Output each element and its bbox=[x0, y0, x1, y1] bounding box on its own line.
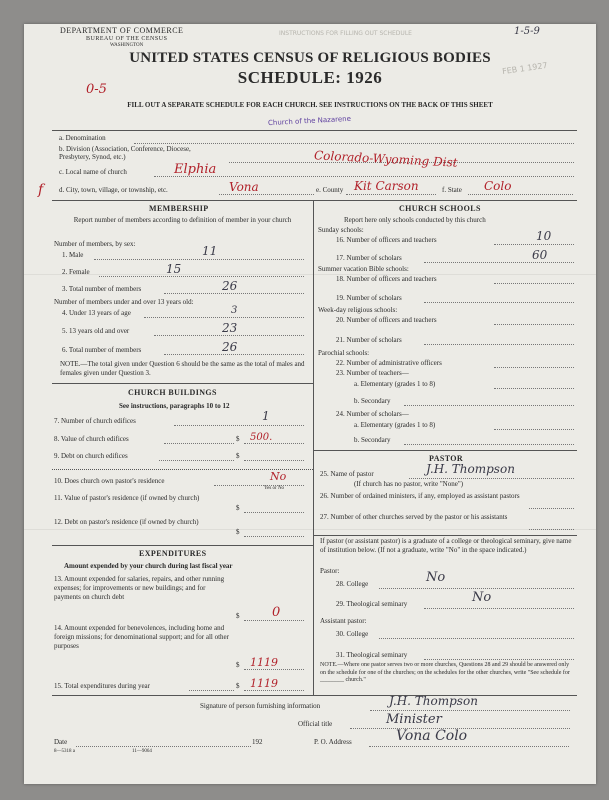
q28-value: No bbox=[426, 570, 446, 585]
county-value: Kit Carson bbox=[354, 179, 419, 193]
q1-label: 1. Male bbox=[62, 251, 84, 259]
top-rule bbox=[52, 130, 577, 131]
q15-line bbox=[244, 690, 304, 691]
q10-value: No bbox=[270, 470, 287, 483]
top-right-handwritten: 1-5-9 bbox=[514, 26, 540, 37]
pastor-note: NOTE.—Where one pastor serves two or more churches, Questions 28 and 29 should be answered only on the schedule for one of the churches; on the schedules for the other churches, write "See schedule for ________ church." bbox=[320, 662, 570, 683]
q25-line bbox=[409, 478, 574, 479]
grid-rule bbox=[52, 695, 577, 696]
q27-line bbox=[529, 529, 574, 530]
fold-line bbox=[24, 274, 596, 275]
q1-value: 11 bbox=[202, 244, 218, 258]
q31-label: 31. Theological seminary bbox=[336, 651, 408, 659]
department-name: DEPARTMENT OF COMMERCE bbox=[60, 26, 184, 35]
q23a-line bbox=[494, 388, 574, 389]
column-divider bbox=[313, 200, 314, 695]
q7-line bbox=[174, 425, 304, 426]
city-value: Vona bbox=[229, 180, 259, 194]
q8-value: 500. bbox=[250, 432, 273, 443]
schools-sub: Report here only schools conducted by this church bbox=[344, 216, 486, 224]
q30-label: 30. College bbox=[336, 630, 369, 638]
margin-mark: f bbox=[38, 182, 44, 198]
expenditures-sub: Amount expended by your church during last fiscal year bbox=[64, 562, 233, 570]
grid-rule bbox=[313, 535, 577, 536]
q27-label: 27. Number of other churches served by the pastor or his assistants bbox=[320, 513, 508, 521]
membership-title: MEMBERSHIP bbox=[149, 204, 209, 213]
dollar-sign: $ bbox=[236, 682, 240, 690]
q16-line bbox=[494, 244, 574, 245]
q4-line bbox=[144, 317, 304, 318]
q7-value: 1 bbox=[262, 409, 270, 423]
q20-label: 20. Number of officers and teachers bbox=[336, 316, 437, 324]
q4-value: 3 bbox=[231, 305, 238, 316]
q3-label: 3. Total number of members bbox=[62, 285, 142, 293]
q6-label: 6. Total number of members bbox=[62, 346, 142, 354]
year-label: 192 bbox=[252, 738, 263, 746]
q8-line bbox=[244, 443, 304, 444]
address-line bbox=[369, 746, 569, 747]
signature-value: J.H. Thompson bbox=[389, 694, 478, 708]
fold-line bbox=[24, 529, 596, 530]
q24b-line bbox=[404, 444, 574, 445]
q19-label: 19. Number of scholars bbox=[336, 294, 402, 302]
q6-value: 26 bbox=[222, 340, 238, 354]
q3-value: 26 bbox=[222, 279, 238, 293]
q25-hint: (If church has no pastor, write "None") bbox=[354, 480, 464, 488]
state-value: Colo bbox=[484, 179, 512, 193]
q21-line bbox=[424, 344, 574, 345]
q10-label: 10. Does church own pastor's residence bbox=[54, 477, 165, 485]
q23b-label: b. Secondary bbox=[354, 397, 391, 405]
form-subtitle: SCHEDULE: 1926 bbox=[237, 68, 383, 87]
membership-note: NOTE.—The total given under Question 6 should be the same as the total of males and females given under Question 3. bbox=[60, 360, 305, 377]
q14-value: 1119 bbox=[250, 656, 278, 669]
county-label: e. County bbox=[316, 186, 344, 194]
q26-label: 26. Number of ordained ministers, if any, employed as assistant pastors bbox=[320, 492, 520, 500]
q11-line bbox=[244, 512, 304, 513]
q25-value: J.H. Thompson bbox=[426, 462, 515, 476]
q15-label: 15. Total expenditures during year bbox=[54, 682, 150, 690]
q24b-label: b. Secondary bbox=[354, 436, 391, 444]
city-label: d. City, town, village, or township, etc. bbox=[59, 186, 168, 194]
q31-line bbox=[424, 659, 574, 660]
q13-label: 13. Amount expended for salaries, repairs, and other running expenses; for improvements or new buildings; and for payments on church debt bbox=[54, 575, 225, 601]
state-line bbox=[468, 194, 573, 195]
q29-line bbox=[424, 608, 574, 609]
q9-line bbox=[244, 460, 304, 461]
q23a-label: a. Elementary (grades 1 to 8) bbox=[354, 380, 436, 388]
local-name-label: c. Local name of church bbox=[59, 168, 127, 176]
q22-line bbox=[494, 367, 574, 368]
q26-line bbox=[529, 508, 574, 509]
college-intro: If pastor (or assistant pastor) is a graduate of a college or theological seminary, give name of institution below. (If not a graduate, write "No" in the space indicated.) bbox=[320, 537, 572, 554]
q5-label: 5. 13 years old and over bbox=[62, 327, 130, 335]
q13-line bbox=[244, 620, 304, 621]
q29-value: No bbox=[472, 590, 492, 605]
instruction-line: FILL OUT A SEPARATE SCHEDULE FOR EACH CHURCH. SEE INSTRUCTIONS ON THE BACK OF THIS SHEET bbox=[127, 101, 493, 109]
pastor-title: PASTOR bbox=[429, 454, 464, 463]
q17-label: 17. Number of scholars bbox=[336, 254, 402, 262]
dollar-sign: $ bbox=[236, 435, 240, 443]
q7-label: 7. Number of church edifices bbox=[54, 417, 136, 425]
form-title: UNITED STATES CENSUS OF RELIGIOUS BODIES bbox=[129, 50, 491, 66]
q10-hint: Yes or No bbox=[264, 486, 285, 491]
address-label: P. O. Address bbox=[314, 738, 352, 746]
buildings-sub: See instructions, paragraphs 10 to 12 bbox=[119, 402, 230, 410]
q17-line bbox=[424, 262, 574, 263]
schools-title: CHURCH SCHOOLS bbox=[399, 204, 481, 213]
faint-stamp-text: INSTRUCTIONS FOR FILLING OUT SCHEDULE bbox=[279, 30, 412, 37]
by-sex-label: Number of members, by sex: bbox=[54, 240, 136, 248]
dollar-sign: $ bbox=[236, 528, 240, 536]
state-label: f. State bbox=[442, 186, 462, 194]
official-title-label: Official title bbox=[298, 720, 333, 728]
dollar-sign: $ bbox=[236, 504, 240, 512]
grid-rule bbox=[52, 545, 313, 546]
q10-line bbox=[214, 485, 304, 486]
q2-value: 15 bbox=[166, 262, 182, 276]
dollar-sign: $ bbox=[236, 452, 240, 460]
q25-label: 25. Name of pastor bbox=[320, 470, 374, 478]
expenditures-title: EXPENDITURES bbox=[139, 549, 207, 558]
q24a-line bbox=[494, 429, 574, 430]
address-value: Vona Colo bbox=[396, 728, 468, 744]
q18-label: 18. Number of officers and teachers bbox=[336, 275, 437, 283]
bureau-name: BUREAU OF THE CENSUS bbox=[86, 36, 168, 42]
membership-intro: Report number of members according to definition of member in your church bbox=[73, 216, 292, 224]
grid-rule bbox=[313, 450, 577, 451]
county-line bbox=[346, 194, 436, 195]
date-label: Date bbox=[54, 738, 68, 746]
signature-label: Signature of person furnishing information bbox=[200, 702, 321, 710]
pastor-label: Pastor: bbox=[320, 567, 340, 575]
handwritten-code: 0-5 bbox=[86, 82, 107, 97]
local-name-value: Elphia bbox=[174, 162, 217, 177]
q28-label: 28. College bbox=[336, 580, 369, 588]
division-label: b. Division (Association, Conference, Diocese, Presbytery, Synod, etc.) bbox=[59, 145, 191, 161]
city-name: WASHINGTON bbox=[110, 43, 144, 48]
q5-line bbox=[154, 335, 304, 336]
q16-label: 16. Number of officers and teachers bbox=[336, 236, 437, 244]
denomination-label: a. Denomination bbox=[59, 134, 106, 142]
q20-line bbox=[494, 324, 574, 325]
q24a-label: a. Elementary (grades 1 to 8) bbox=[354, 421, 436, 429]
q4-label: 4. Under 13 years of age bbox=[62, 309, 131, 317]
grid-rule bbox=[52, 383, 313, 384]
q29-label: 29. Theological seminary bbox=[336, 600, 408, 608]
q13-value: 0 bbox=[272, 605, 281, 620]
signature-line bbox=[370, 710, 570, 711]
q15-leader bbox=[189, 690, 234, 691]
q21-label: 21. Number of scholars bbox=[336, 336, 402, 344]
q30-line bbox=[379, 638, 574, 639]
print-number: 11—9064 bbox=[132, 749, 152, 754]
denomination-stamp: Church of the Nazarene bbox=[267, 114, 352, 128]
q5-value: 23 bbox=[222, 321, 238, 335]
q22-label: 22. Number of administrative officers bbox=[336, 359, 442, 367]
q12-label: 12. Debt on pastor's residence (if owned by church) bbox=[54, 518, 199, 526]
q28-line bbox=[379, 588, 574, 589]
buildings-title: CHURCH BUILDINGS bbox=[128, 388, 217, 397]
q18-line bbox=[494, 283, 574, 284]
q19-line bbox=[424, 302, 574, 303]
q11-label: 11. Value of pastor's residence (if owned by church) bbox=[54, 494, 200, 502]
q2-line bbox=[99, 276, 304, 277]
dollar-sign: $ bbox=[236, 612, 240, 620]
q14-label: 14. Amount expended for benevolences, including home and foreign missions; for denominational support; and for all other purposes bbox=[54, 624, 229, 650]
q16-value: 10 bbox=[536, 229, 552, 243]
q9-label: 9. Debt on church edifices bbox=[54, 452, 128, 460]
weekday-label: Week-day religious schools: bbox=[318, 306, 398, 314]
q24-label: 24. Number of scholars— bbox=[336, 410, 409, 418]
official-title-value: Minister bbox=[386, 712, 442, 727]
q9-leader bbox=[159, 460, 234, 461]
summer-label: Summer vacation Bible schools: bbox=[318, 265, 409, 273]
q2-label: 2. Female bbox=[62, 268, 90, 276]
faint-date-stamp: FEB 1 1927 bbox=[501, 60, 549, 77]
division-value: Colorado-Wyoming Dist bbox=[313, 148, 458, 170]
assistant-label: Assistant pastor: bbox=[320, 617, 367, 625]
q23-label: 23. Number of teachers— bbox=[336, 369, 409, 377]
q3-line bbox=[164, 293, 304, 294]
q17-value: 60 bbox=[532, 248, 548, 262]
age-intro: Number of members under and over 13 years old: bbox=[54, 298, 194, 306]
q14-line bbox=[244, 669, 304, 670]
q8-label: 8. Value of church edifices bbox=[54, 435, 129, 443]
q6-line bbox=[164, 354, 304, 355]
q1-line bbox=[94, 259, 304, 260]
city-line bbox=[219, 194, 314, 195]
form-number: 8—5318 a bbox=[54, 749, 75, 754]
sunday-label: Sunday schools: bbox=[318, 226, 364, 234]
local-name-line bbox=[154, 176, 574, 177]
census-form-sheet bbox=[24, 24, 596, 784]
q8-leader bbox=[164, 443, 234, 444]
q12-line bbox=[244, 536, 304, 537]
parochial-label: Parochial schools: bbox=[318, 349, 370, 357]
q23b-line bbox=[404, 405, 574, 406]
grid-rule bbox=[52, 200, 577, 201]
q15-value: 1119 bbox=[250, 677, 278, 690]
denomination-line bbox=[134, 143, 574, 144]
date-line bbox=[76, 746, 251, 747]
dollar-sign: $ bbox=[236, 661, 240, 669]
